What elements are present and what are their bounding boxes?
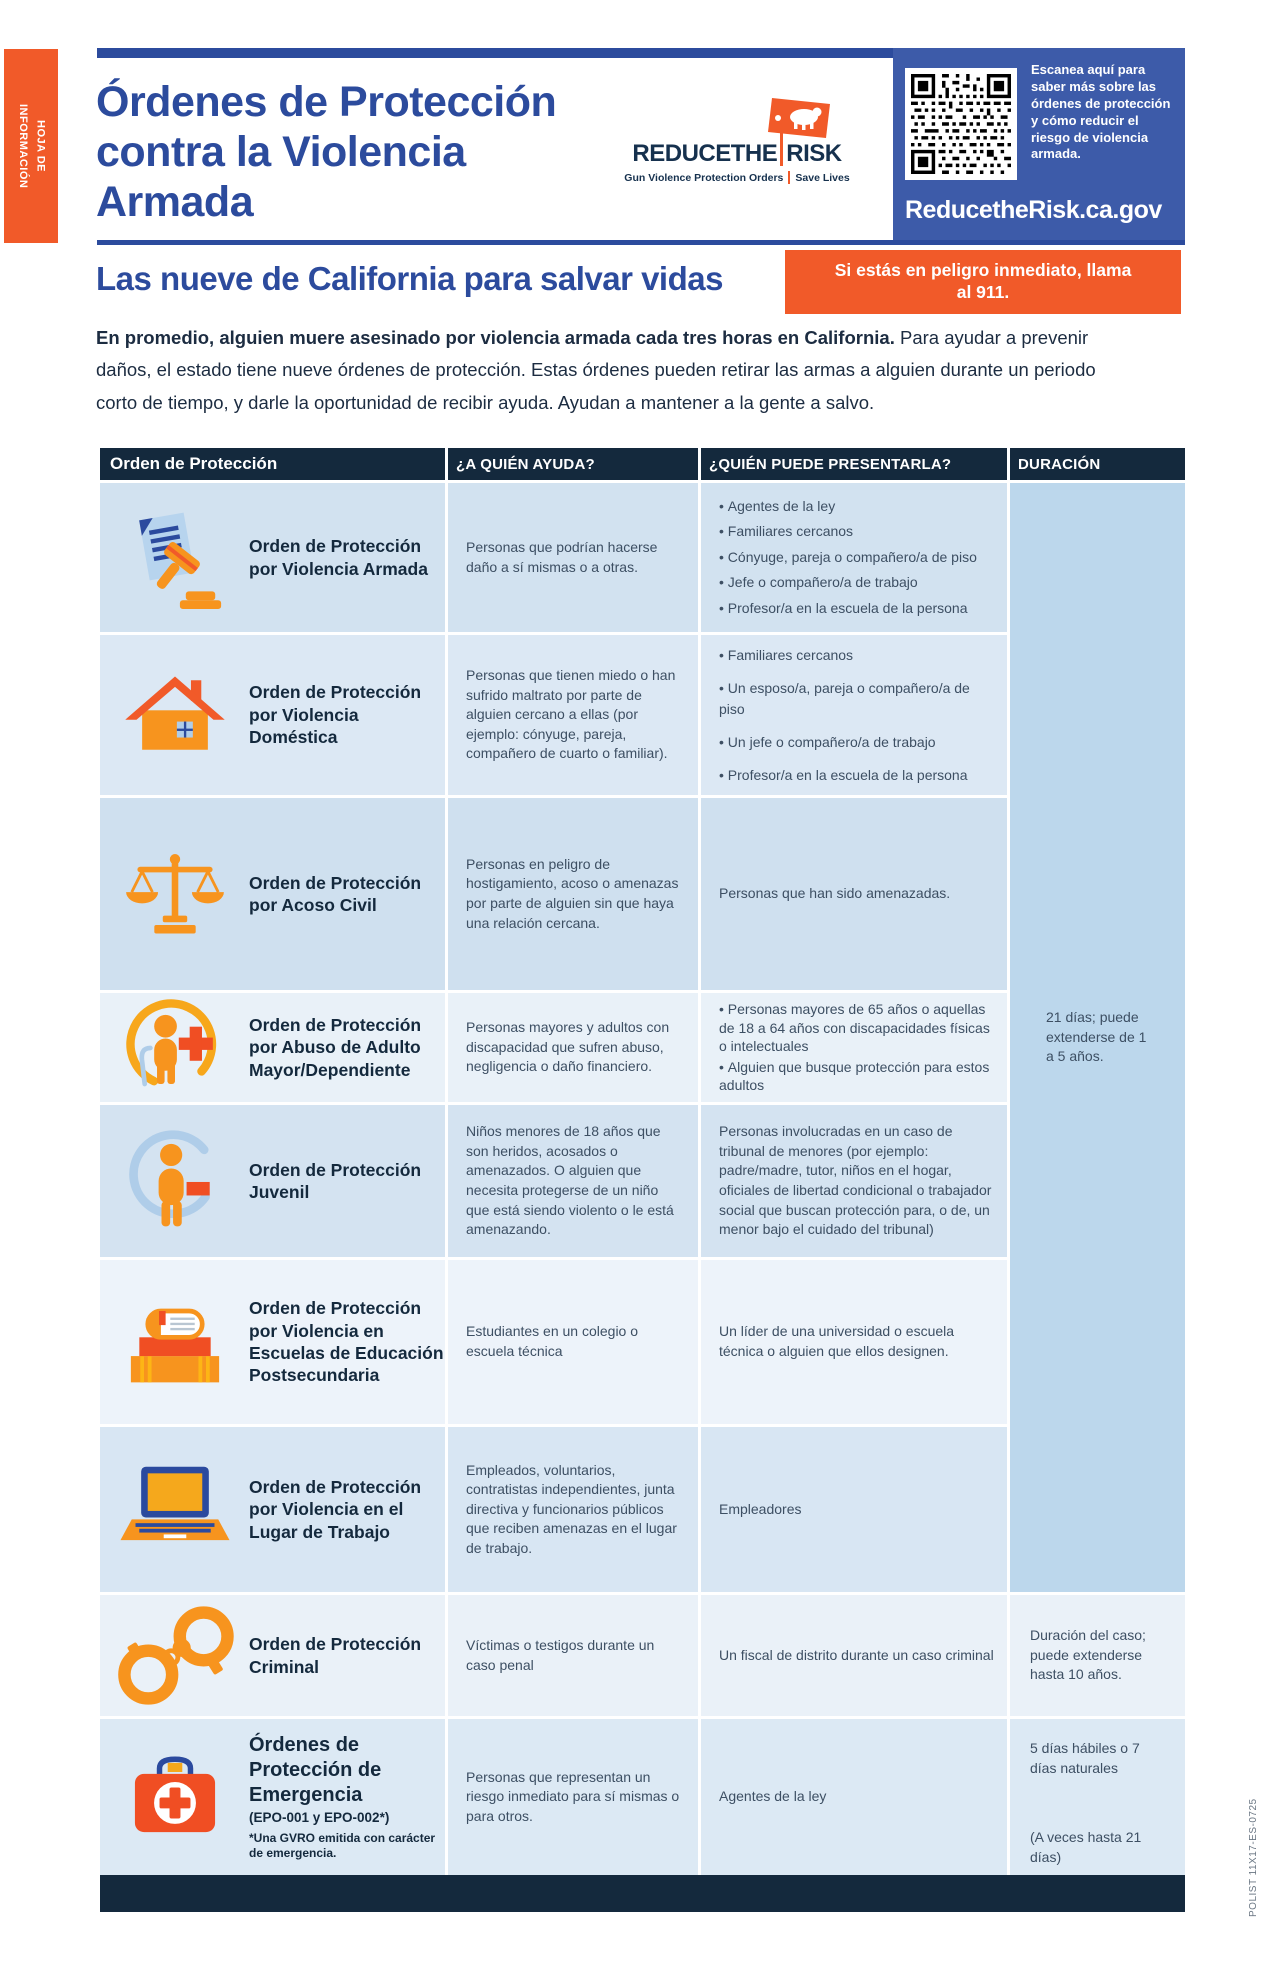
handcuffs-icon — [112, 1602, 238, 1709]
order-title: Orden de Protección por Violencia Doméstica — [249, 682, 422, 748]
duration-merged-cell: 21 días; puede extenderse de 1 a 5 años. — [1010, 483, 1185, 1592]
section-title: Las nueve de California para salvar vidas — [96, 260, 723, 297]
side-tab — [4, 49, 58, 243]
who-files-cell: • Agentes de la ley • Familiares cercanos • Cónyuge, pareja o compañero/a de piso • Jefe o compañero/a de trabajo • Profesor/a en la escuela de la persona — [701, 483, 1007, 632]
order-title-block — [249, 1733, 444, 1861]
who-helps-cell: Personas que podrían hacerse daño a sí mismas o a otras. — [448, 483, 698, 632]
who-helps-cell: Personas que tienen miedo o han sufrido maltrato por parte de alguien cercano a ellas (por ejemplo: cónyuge, pareja, compañero de cuarto o familiar). — [448, 635, 698, 795]
elder-person-cross-icon — [122, 995, 228, 1101]
table-row-civil-order — [100, 798, 445, 990]
who-files-cell: Un líder de una universidad o escuela técnica o alguien que ellos designen. — [701, 1260, 1007, 1424]
table-row-emergency-order — [100, 1719, 445, 1875]
logo-tagline: Gun Violence Protection Orders Save Lives — [624, 171, 850, 184]
who-helps-cell: Víctimas o testigos durante un caso penal — [448, 1595, 698, 1716]
who-files-cell: Personas involucradas en un caso de tribunal de menores (por ejemplo: padre/madre, tutor, niños en el hogar, oficiales de libertad condicional o trabajador social que buscan protección para, o de, un menor bajo el cuidado del tribunal) — [701, 1105, 1007, 1257]
order-title: Orden de Protección por Violencia Armada — [249, 536, 428, 579]
california-bear-flag-icon — [764, 94, 834, 144]
scales-of-justice-icon — [123, 847, 227, 941]
table-row-domestic-order — [100, 635, 445, 795]
who-files-cell: • Familiares cercanos • Un esposo/a, pareja o compañero/a de piso • Un jefe o compañero/a de trabajo • Profesor/a en la escuela de la persona — [701, 635, 1007, 795]
who-files-cell: Empleadores — [701, 1427, 1007, 1592]
order-title: Orden de Protección por Violencia en el Lugar de Trabajo — [249, 1476, 422, 1542]
reduce-the-risk-logo — [612, 140, 862, 184]
website-link[interactable]: ReducetheRisk.ca.gov — [905, 196, 1162, 224]
gavel-document-icon — [121, 506, 229, 610]
emergency-text: Si estás en peligro inmediato, llama al 911. — [834, 260, 1132, 302]
order-title: Órdenes de Protección de Emergencia — [249, 1734, 382, 1807]
qr-code — [905, 68, 1017, 180]
table-row-gvro-order — [100, 483, 445, 632]
col-header-who-helps: ¿A QUIÉN AYUDA? — [448, 448, 698, 480]
table-row-school-order — [100, 1260, 445, 1424]
table-row-elder-order — [100, 993, 445, 1102]
col-header-who-files: ¿QUIÉN PUEDE PRESENTARLA? — [701, 448, 1007, 480]
protection-orders-table — [100, 448, 1185, 1875]
who-files-cell: • Personas mayores de 65 años o aquellas de 18 a 64 años con discapacidades físicas o intelectuales • Alguien que busque protección para estos adultos — [701, 993, 1007, 1102]
emergency-911-box — [785, 250, 1181, 314]
table-row-criminal-order — [100, 1595, 445, 1716]
who-helps-cell: Personas en peligro de hostigamiento, acoso o amenazas por parte de alguien sin que haya una relación cercana. — [448, 798, 698, 990]
order-title: Orden de Protección Juvenil — [249, 1159, 422, 1202]
who-files-cell: Agentes de la ley — [701, 1719, 1007, 1875]
duration-cell: Duración del caso; puede extenderse hasta 10 años. — [1010, 1595, 1185, 1716]
col-header-order: Orden de Protección — [100, 448, 445, 480]
order-title: Orden de Protección por Acoso Civil — [249, 872, 422, 915]
house-icon — [123, 669, 227, 761]
mid-rule — [97, 240, 1185, 245]
side-tab-label: HOJA DE INFORMACIÓN — [17, 103, 47, 189]
duration-cell: 5 días hábiles o 7 días naturales (A veces hasta 21 días) — [1010, 1719, 1185, 1875]
who-helps-cell: Personas mayores y adultos con discapacidad que sufren abuso, negligencia o daño financiero. — [448, 993, 698, 1102]
bottom-bar — [100, 1875, 1185, 1912]
intro-lead-rest: Para ayudar a prevenir daños, el estado tiene nueve órdenes de protección. Estas órdenes pueden retirar las armas a alguien durante un periodo corto de tiempo, y darle la oportunidad de recibir ayuda. Ayudan a mantener a la gente a salvo. — [96, 327, 1096, 413]
print-code: POLIST 11X17-ES-0725 — [1248, 1798, 1259, 1917]
order-title: Orden de Protección Criminal — [249, 1634, 422, 1677]
order-subtitle: (EPO-001 y EPO-002*) — [249, 1810, 390, 1826]
qr-panel — [893, 48, 1185, 243]
col-header-duration: DURACIÓN — [1010, 448, 1185, 480]
order-title: Orden de Protección por Abuso de Adulto Mayor/Dependiente — [249, 1014, 422, 1080]
juvenile-person-icon — [121, 1126, 229, 1236]
who-helps-cell: Personas que representan un riesgo inmediato para sí mismas o para otros. — [448, 1719, 698, 1875]
first-aid-kit-icon — [124, 1748, 226, 1847]
table-row-juvenile-order — [100, 1105, 445, 1257]
qr-caption: Escanea aquí para saber más sobre las órdenes de protección y cómo reducir el riesgo de violencia armada. — [1031, 62, 1171, 162]
who-helps-cell: Estudiantes en un colegio o escuela técnica — [448, 1260, 698, 1424]
intro-paragraph — [96, 322, 1131, 419]
who-helps-cell: Empleados, voluntarios, contratistas independientes, junta directiva y funcionarios públicos que reciben amenazas en el lugar de trabajo. — [448, 1427, 698, 1592]
who-helps-cell: Niños menores de 18 años que son heridos, acosados o amenazados. O alguien que necesita protegerse de un niño que está siendo violento o le está amenazando. — [448, 1105, 698, 1257]
order-title: Orden de Protección por Violencia en Escuelas de Educación Postsecundaria — [249, 1298, 444, 1386]
tagline-divider — [788, 171, 790, 184]
intro-lead-bold: En promedio, alguien muere asesinado por violencia armada cada tres horas en California. — [96, 327, 895, 348]
table-row-workplace-order — [100, 1427, 445, 1592]
order-note: *Una GVRO emitida con carácter de emergencia. — [249, 1830, 436, 1860]
who-files-cell: Un fiscal de distrito durante un caso criminal — [701, 1595, 1007, 1716]
page-title: Órdenes de Protección contra la Violencia Armada — [96, 78, 557, 226]
who-files-cell: Personas que han sido amenazadas. — [701, 798, 1007, 990]
books-stack-icon — [123, 1296, 227, 1388]
logo-wordmark: REDUCE THE RISK — [612, 140, 862, 168]
laptop-icon — [116, 1463, 234, 1557]
